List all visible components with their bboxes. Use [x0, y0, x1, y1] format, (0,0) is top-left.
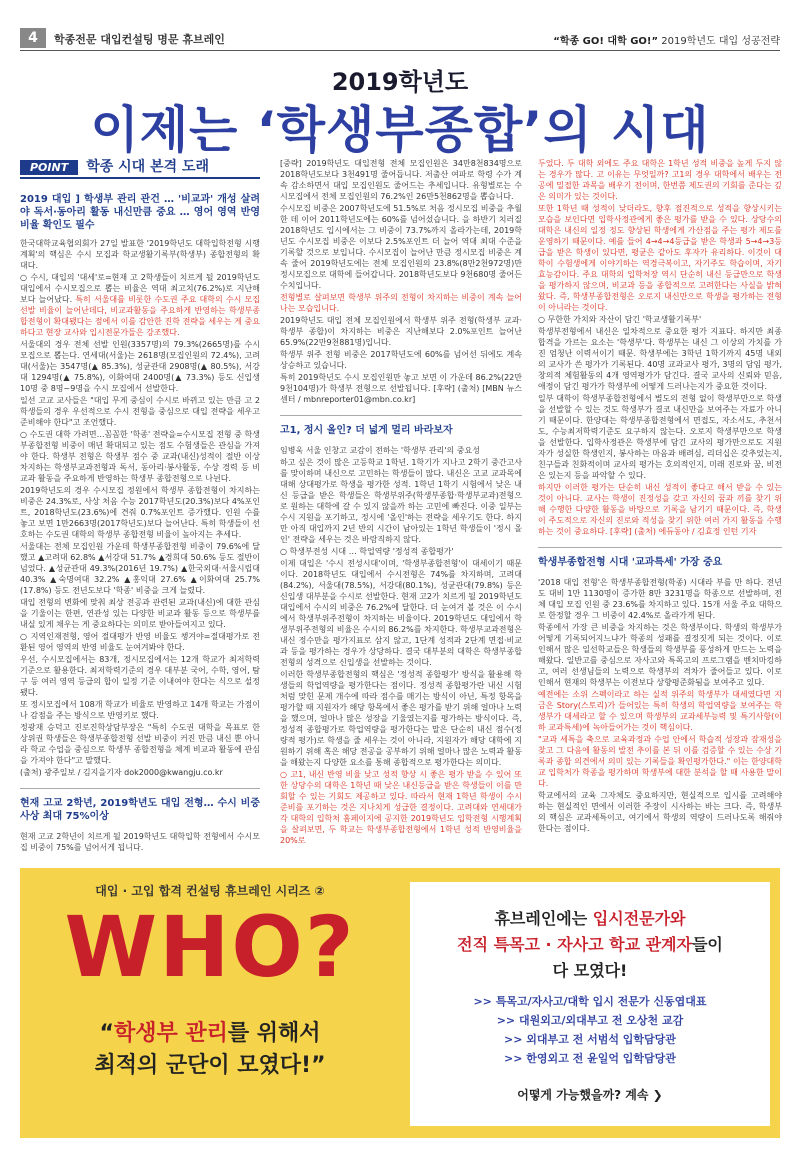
list-item: >> 특목고/자사고/대학 입시 전문가 신동엽대표 — [473, 995, 707, 1008]
highlight-text: 하지만 이러한 평가는 단순히 내신 성적이 좋다고 해서 받을 수 있는 것이 아니다. 교사는 학생이 진정성을 갖고 자신의 꿈과 끼를 찾기 위해 수행한 다양한 활동을 바탕으로 기록을 남기기 때문이다. 즉, 학생이 주도적으로 자신의 진로와 적성을 찾기 위한 여러 가지 활동을 수행하는 것이 중요하다. [후략] (출처) 에듀동아 / 김효정 인턴 기자 — [538, 483, 782, 536]
section-headline: 2019 대입 ] 학생부 관리 관건 … '비교과' 개성 살려야 독서·동아리 활동 내신만큼 중요 … 영어 영역 반영비율 확인도 필수 — [20, 194, 260, 231]
paragraph: 학생부전형에서 내신은 일차적으로 중요한 평가 지표다. 하지만 최종합격을 가르는 요소는 '학생부'다. 학생부는 내신 그 이상의 가치를 가진 엄청난 이력서이기 때문. 학생부에는 3학년 1학기까지 45명 내외의 교사가 쓴 평가가 기록된다. 40명 교과교사 평가, 3명의 담임 평가, 창의적 체험활동의 4개 영역평가가 담긴다. 결국 교사의 신뢰와 믿음, 애정이 담긴 평가가 학생부에 어떻게 드러나는지가 중요한 것이다. — [538, 327, 782, 391]
paragraph: 학생부 위주 전형 비중은 2017학년도에 60%를 넘어선 뒤에도 계속 상승하고 있습니다. — [280, 350, 522, 370]
banner-series: 대입 · 고입 합격 컨설팅 휴브레인 시리즈 ② — [95, 884, 325, 898]
paragraph: ○ 지역인재전형, 영어 절대평가 반영 비율도 챙겨야=절대평가로 전환된 영어 영역의 반영 비율도 눈여겨봐야 한다. — [20, 632, 260, 652]
staff-list — [440, 992, 740, 1068]
paragraph: 또 정시모집에서 108개 학교가 비율로 반영하고 14개 학교는 가점이나 감점을 주는 방식으로 반영키로 했다. — [20, 700, 260, 720]
paragraph: 서울대는 전체 모집인원 가운데 학생부종합전형 비중이 79.6%에 달했고 ▲고려대 62.8% ▲서강대 51.7% ▲경희대 50.6% 등도 절반이 넘었다. ▲성균관대 49.3%(2016년 19.7%) ▲한국외대·서울시립대 40.3% ▲숙명여대 32.2% ▲홍익대 27.6% ▲이화여대 25.7%(17.8%) 등도 전년도보다 '학종' 비중을 크게 늘렸다. — [20, 542, 260, 595]
section-headline: 학생부종합전형 시대 '교과특세' 가장 중요 — [538, 547, 782, 569]
header-left-text: 학종전문 대입컨설팅 명문 휴브레인 — [54, 33, 225, 46]
highlight-text: 또한 1학년 때 성적이 낮더라도, 향후 점진적으로 성적을 향상시키는 모습을 보인다면 입학사정관에게 좋은 평가를 받을 수 있다. 상당수의 대학은 내신의 일정 정도 향상된 학생에게 가산점을 주는 평가 제도를 운영하기 때문이다. 예를 들어 4→4→4등급을 받은 학생과 5→4→3등급을 받은 학생이 있다면, 평균은 같아도 후자가 유리하다. 이것이 대학이 수험생에게 이야기하는 역경극복이고, 자기주도 학습이며, 자기효능감이다. 주요 대학의 입학처장 역시 단순히 내신 등급만으로 학생을 평가하지 않으며, 비교과 등을 종합적으로 고려한다는 사실을 밝혀왔다. 즉, 학생부종합전형은 오로지 내신만으로 학생을 평가하는 전형이 아니라는 것이다. — [538, 204, 782, 312]
paragraph: 우선, 수시모집에서는 83개, 정시모집에서는 12개 학교가 최저학력기준으로 활용한다. 최저학력기준의 경우 대부분 국어, 수학, 영어, 탐구 등 여러 영역 등급의 합이 일정 기준 이내여야 한다는 식으로 설정됐다. — [20, 655, 260, 697]
header-right-caption: 2019학년도 대입 성공전략 — [661, 36, 780, 47]
page-number: 4 — [20, 28, 46, 48]
ad-banner — [20, 868, 780, 1138]
paragraph: 대입 전형의 변화에 맞춰 최상 전공과 관련된 교과(내신)에 대한 관심을 기울이는 한편, 연관성 있는 다양한 비교과 활동 등으로 학생부를 내실 있게 채우는 게 중요하다는 의미로 받아들여지고 있다. — [20, 598, 260, 629]
page-header — [20, 28, 780, 51]
paragraph: '2018 대입 전형'은 학생부종합전형(학종) 시대라 부를 만 하다. 전년도 대비 1만 1130명이 증가한 8만 3231명을 학종으로 선발하며, 전체 대입 모집 인원 중 23.6%를 차지하고 있다. 15개 서울 주요 대학으로 한정할 경우 그 비중이 42.4%로 올라가게 된다. — [538, 578, 782, 620]
highlight-text: ○ 고1, 내신 반영 비율 낮고 성적 향상 시 좋은 평가 받을 수 있어 또한 상당수의 대학은 1학년 때 낮은 내신등급을 받은 학생들이 이를 만회할 수 있는 기회도 제공하고 있다. 따라서 현재 1학년 학생이 수시 준비를 포기하는 것은 지나치게 성급한 결정이다. 고려대와 연세대가 각 대학의 입학처 홈페이지에 공지한 2019학년도 입학전형 시행계획을 살펴보면, 두 학교는 학생부종합전형에서 1학년 성적 반영비율을 20%로 — [280, 770, 522, 845]
paragraph: 이러한 학생부종합전형의 핵심은 '정성적 종합평가' 방식을 활용해 학생들의 학업역량을 평가한다는 점이다. 정성적 종합평가란 내신 시험처럼 맞힌 문제 개수에 따라 점수를 매기는 방식이 아닌, 특정 항목을 평가할 때 지원자가 해당 항목에서 좋은 평가를 받기 위해 얼마나 노력을 했으며, 얼마나 많은 성장을 기울였는지를 평가하는 방식이다. 즉, 정성적 종합평가로 학업역량을 평가한다는 말은 단순히 내신 점수(정량적 평가)로 학생을 줄 세우는 것이 아니라, 지원자가 해당 대학에 지원하기 위해 혹은 해당 전공을 공부하기 위해 얼마나 많은 노력과 활동을 해왔는지 다양한 요소를 통해 종합적으로 평가한다는 의미다. — [280, 670, 522, 767]
paragraph: ○ 학생부전성 시대 … 학업역량 '정성적 종합평가' — [280, 547, 454, 556]
point-title: 학종 시대 본격 도래 — [86, 159, 210, 175]
highlight-text: 전형별로 살펴보면 학생부 위주의 전형이 차지하는 비중이 계속 늘어나는 모습입니다. — [280, 293, 522, 313]
paragraph: 수시모집 비중은 2007학년도에 51.5%로 처음 정시모집 비중을 추월한 데 이어 2011학년도에는 60%를 넘어섰습니다. 을 하반기 치러질 2018학년도 입시에서는 그 비중이 73.7%까지 올라가는데, 2019학년도 수시모집 비중은 이보다 2.5%포인트 더 늘어 역대 최대 수준을 기록할 것으로 보입니다. 수시모집이 늘어난 만큼 정시모집 비중은 계속 줄어 2019학년도에는 전체 모집인원의 23.8%(8만2천972명)만 정시모집으로 대학에 들어갑니다. 2018학년도보다 9천680명 줄어든 수치입니다. — [280, 204, 522, 290]
column-1 — [20, 158, 260, 852]
highlight-text: 두었다. 두 대학 외에도 주요 대학은 1학년 성적 비중을 높게 두지 않는 경우가 많다. 고 이유는 무엇일까? 고1의 경우 대학에서 배우는 전공에 밀접한 과목을 배우기 전이며, 한번쯤 제도권의 기회를 준다는 깊은 의미가 있는 것이다. — [538, 159, 782, 201]
byline: (출처) 광주일보 / 김지을기자 dok2000@kwangju.co.kr — [20, 768, 223, 777]
list-item: >> 대원외고/외대부고 전 오상천 교감 — [496, 1014, 684, 1027]
section-headline: 현재 고교 2학년, 2019학년도 대입 전형… 수시 비중 사상 최대 75%이상 — [20, 788, 260, 823]
paragraph: 2019학년도의 경우 수시모집 정원에서 학생부 종합전형이 차지하는 비중은 24.3%로, 사상 처음 수능 2017학년도(20.3%)보다 4%포인트, 2018학년도(23.6%)에 견줘 0.7%포인트 증가했다. 인원 수를 놓고 보면 1만2663명(2017학년도)보다 늘어난다. 특히 학생들이 선호하는 수도권 대학의 학생부 종합전형 비율이 높아지는 추세다. — [20, 486, 260, 539]
article-subtitle: 2019학년도 — [331, 68, 469, 96]
paragraph: 학종에서 가장 큰 비중을 차지하는 것은 학생부이다. 학생의 학생부가 어떻게 기록되어지느냐가 학종의 성패를 결정짓게 되는 것이다. 이로 인해서 많은 일선학교들은 학생들의 학생부를 풍성하게 만드는 노력을 해왔다. 일반고를 중심으로 자사고와 특목고의 프로그램을 벤치마킹하고, 여러 선생님들의 노력으로 학생부의 격차가 줄어들고 있다. 이로 인해서 현재의 학생부는 이전보다 상향평준화됨을 보여주고 있다. — [538, 623, 782, 687]
paragraph: ○ 수도권 대학 가려면…꼼꼼한 '학종' 전략을=수시모집 전형 중 학생부종합전형 비중이 매년 확대되고 있는 점도 수험생들은 관심을 가져야 한다. 학생부 전형은 학생부 점수 중 교과(내신)성적이 절반 이상 차지하는 학생부교과전형과 독서, 동아리·봉사활동, 수상 경력 등 비교과 활동을 주요하게 반영하는 학생부 종합전형으로 나뉜다. — [20, 430, 260, 483]
paragraph: 서울대의 경우 전체 선발 인원(3357명)의 79.3%(2665명)를 수시모집으로 뽑는다. 연세대(서울)는 2618명(모집인원의 72.4%), 고려대(서울)는 3547명(▲ 85.3%), 성균관대 2908명(▲ 80.5%), 서강대 1294명(▲ 75.8%), 이화여대 2400명(▲ 73.3%) 등도 신입생 10명 중 8명~9명을 수시 모집에서 선발한다. — [20, 340, 260, 393]
section-headline: 고1, 정시 올인? 더 넓게 멀리 바라보자 — [280, 415, 522, 437]
highlight-text: "교과 세특을 축으로 교육과정과 수업 안에서 학습적 성장과 잠재성을 찾고 그 다음에 활동의 발전 추이를 본 뒤 이를 검증할 수 있는 수상 기록과 종합 의견에서 의미 있는 기록들을 확인평가한다." 이는 한양대학교 입학처가 학종을 평가하며 학생부에 대한 분석을 할 때 사용한 말이다. — [538, 735, 782, 788]
banner-right-line2: 전직 특목고 · 자사고 학교 관계자들이 — [457, 935, 723, 954]
banner-quote-line2: 최적의 군단이 모였다!” — [94, 1053, 326, 1078]
paragraph: 이제 대입은 '수시 전성시대'이며, '학생부종합전형'이 대세이기 때문이다. 2018학년도 대입에서 수시전형은 74%를 차지하며, 고려대(84.2%), 서울대(78.5%), 서강대(80.1%), 성균관대(79.8%) 등은 신입생 대부분을 수시로 선발한다. 현재 고2가 치르게 될 2019학년도 대입에서 수시의 비중은 76.2%에 달한다. 더 눈여겨 볼 것은 이 수시에서 학생부위주전형이 차지하는 비율이다. 2019학년도 대입에서 학생부위주전형의 비율은 수시의 86.2%를 차지한다. 학생부교과전형은 내신 정수만을 평가지표로 삼지 않고, 1단계 성적과 2단계 면접·비교과 등을 평가하는 경우가 상당하다. 결국 대부분의 대학은 학생부종합전형의 성격으로 신입생을 선발하는 것이다. — [280, 559, 522, 667]
header-slogan: “학종 GO! 대학 GO!” — [553, 36, 659, 47]
banner-right — [410, 882, 770, 1126]
paragraph: 한국대학교육협의회가 27일 발표한 '2019학년도 대학입학전형 시행계획'의 핵심은 수시 모집과 학교생활기록부(학생부) 종합전형의 확대다. — [20, 239, 260, 270]
column-3 — [538, 158, 782, 838]
banner-right-line1: 휴브레인에는 입시전문가와 — [494, 909, 686, 928]
paragraph: [중략] 2019학년도 대입전형 전체 모집인원은 34만8천834명으로 2018학년도보다 3천491명 줄어듭니다. 저출산 여파로 학령 수가 계속 감소하면서 대입 모집인원도 줄어드는 추세입니다. 유형별로는 수시모집에서 전체 모집인원의 76.2%인 26만5천862명을 뽑습니다. — [280, 159, 522, 201]
paragraph: ○ 수시, 대입의 '대세'로=현재 고 2학생들이 치르게 될 2019학년도 대입에서 수시모집으로 뽑는 비율은 역대 최고치(76.2%)로 지난해보다 늘어났다. 특히 서울대를 비롯한 수도권 주요 대학의 수시 모집 선발 비율이 늘어난데다, 비교과활동을 주요하게 반영하는 학생부종합전형이 확대됐다는 점에서 이를 감안한 진학 전략을 세우는 게 중요하다고 현장 교사와 입시전문가들은 강조했다. — [20, 273, 260, 337]
paragraph: 임병욱 서울 인창고 교감이 전하는 '학생부 관리'의 중요성 — [280, 446, 480, 455]
continue-link[interactable]: 어떻게 가능했을까? 계속 ❯ — [517, 1088, 663, 1102]
highlight-text: 특히 서울대를 비롯한 수도권 주요 대학의 수시 모집 선발 비율이 늘어난데다, 비교과활동을 주요하게 반영하는 학생부종합전형이 확대됐다는 점에서 이를 감안한 진학 전략을 세우는 게 중요하다고 현장 교사와 입시전문가들은 강조했다. — [20, 295, 260, 337]
paragraph: 학교에서의 교육 그자체도 중요하지만, 현실적으로 입시를 고려해야 하는 현실적인 면에서 이러한 주장이 시사하는 바는 크다. 즉, 학생부의 핵심은 교과세특이고, 여기에서 학생의 역량이 드러나도록 해줘야 한다는 점이다. — [538, 791, 782, 833]
point-badge: POINT — [20, 160, 78, 175]
paragraph: 하고 싶은 것이 많은 고등학교 1학년. 1학기가 지나고 2학기 중간고사를 맞이하며 내신으로 고민하는 학생들이 많다. 내신은 고교 교과목에 대해 상대평가로 학생을 평가한 성적. 1학년 1학기 시험에서 낮은 내신 등급을 받은 학생들은 학생부위주(학생부종합·학생부교과)전형으로 원하는 대학에 갈 수 있지 않을까 하는 고민에 빠진다. 이중 일부는 수시 지원을 포기하고, 정시에 '올인'하는 전략을 세우기도 한다. 하지만 아직 대입까지 2년 반의 시간이 남아있는 1학년 학생들이 '정시 올인' 전략을 세우는 것은 바람직하지 않다. — [280, 458, 522, 544]
banner-right-line3: 다 모였다! — [552, 961, 628, 980]
paragraph: 현재 고교 2학년이 치르게 될 2019학년도 대학입학 전형에서 수시모집 비중이 75%를 넘어서게 됩니다. — [20, 832, 260, 852]
paragraph: 정광재 승덕고 진로진학상담부장은 "특히 수도권 대학을 목표로 한 상위권 학생들은 학생부종합전형 선발 비중이 커진 만큼 내신 뿐 아니라 학교 수업을 중심으로 학생부 종합전형을 체계 비교과 활동에 관심을 가져야 한다"고 말했다. — [20, 723, 260, 765]
banner-quote-line1: “학생부 관리를 위해서 — [99, 1021, 321, 1046]
paragraph: 일부 대학이 학생부종합전형에서 별도의 전형 없이 학생부만으로 학생을 선발할 수 있는 것도 학생부가 결코 내신만을 보여주는 자료가 아니기 때문이다. 한양대는 학생부종합전형에서 면접도, 자소서도, 추천서도, 수능최저학력기준도 요구하지 않는다. 오로지 학생부만으로 학생을 선발한다. 입학사정관은 학생부에 담긴 교사의 평가만으로도 지원자가 성실한 학생인지, 봉사하는 마음과 배려심, 리더십은 갖추었는지, 친구들과 친화적이며 교사의 평가는 호의적인지, 미래 진로와 꿈, 비전은 있는지 등을 파악할 수 있다. — [538, 394, 782, 480]
paragraph: ○ 무한한 가치와 자산이 담긴 '학교생활기록부' — [538, 315, 702, 324]
paragraph: 2019학년도 대입 전체 모집인원에서 학생부 위주 전형(학생부 교과·학생부 종합)이 차지하는 비중은 지난해보다 2.0%포인트 늘어난 65.9%(22만9천881명)입니다. — [280, 316, 522, 347]
list-item: >> 한영외고 전 윤일억 입학담당관 — [504, 1052, 676, 1065]
header-right-text — [553, 32, 780, 47]
paragraph: 특히 2019학년도 수시 모집인원만 놓고 보면 이 가운데 86.2%(22만9천104명)가 학생부 전형으로 선발됩니다. [후략] (출처) [MBN 뉴스센터 / mbnreporter01@mbn.co.kr] — [280, 373, 522, 404]
article-title: 이제는 ‘학생부종합’의 시대 — [90, 101, 710, 159]
list-item: >> 외대부고 전 서범석 입학담당관 — [504, 1033, 676, 1046]
banner-left — [20, 868, 400, 1138]
highlight-text: 예전에는 소위 스펙이라고 하는 실적 위주의 학생부가 대세였다면 지금은 Story(스토리)가 들어있는 특히 학생의 학업역량을 보여주는 학생부가 대세라고 할 수 있으며 학생부의 교과세부능력 및 특기사항(이하 교과특세)에 녹아들어가는 것이 핵심이다. — [538, 690, 782, 732]
paragraph: 일선 고교 교사들은 "대입 무게 중심이 수시로 바뀌고 있는 만큼 고 2 학생들의 경우 우선적으로 수시 전형을 중심으로 대입 전략을 세우고 준비해야 한다"고 조언했다. — [20, 396, 260, 427]
column-2 — [280, 158, 522, 845]
point-header — [20, 160, 260, 179]
banner-who: WHO? — [64, 898, 356, 996]
